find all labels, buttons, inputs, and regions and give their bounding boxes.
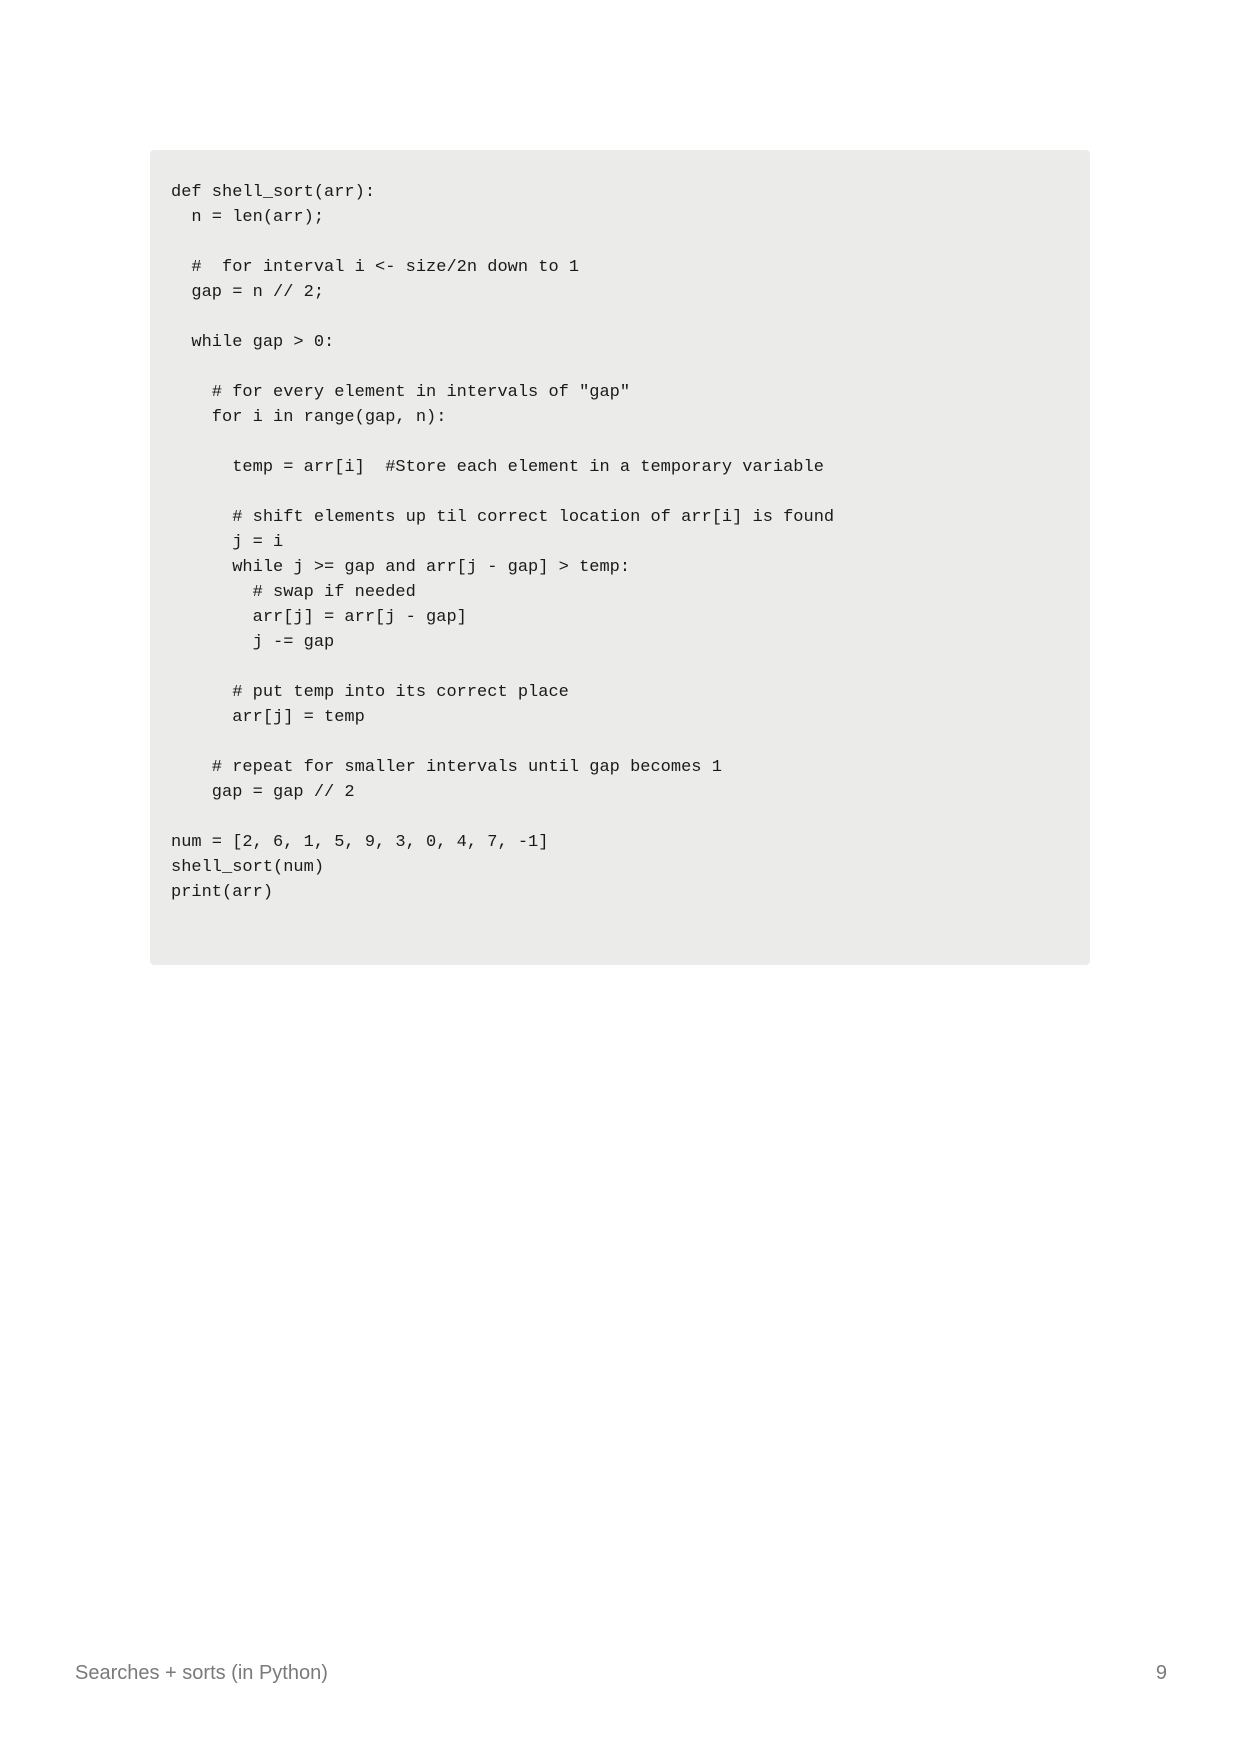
footer-title: Searches + sorts (in Python): [75, 1662, 328, 1684]
code-line: # shift elements up til correct location of arr[i] is found: [171, 508, 835, 527]
code-line: [171, 655, 1070, 680]
code-line: j -= gap: [171, 633, 335, 652]
code-line: [171, 355, 1070, 380]
code-line: [171, 430, 1070, 455]
code-line: num = [2, 6, 1, 5, 9, 3, 0, 4, 7, -1]: [171, 833, 549, 852]
code-line: # repeat for smaller intervals until gap becomes 1: [171, 758, 722, 777]
code-line: # for every element in intervals of "gap": [171, 383, 631, 402]
code-line: # swap if needed: [171, 583, 416, 602]
code-line: [171, 230, 1070, 255]
code-line: gap = gap // 2: [171, 783, 355, 802]
code-line: print(arr): [171, 883, 274, 902]
code-line: arr[j] = temp: [171, 708, 365, 727]
code-line: gap = n // 2;: [171, 283, 325, 302]
code-line: shell_sort(num): [171, 858, 325, 877]
code-line: for i in range(gap, n):: [171, 408, 447, 427]
code-line: while j >= gap and arr[j - gap] > temp:: [171, 558, 631, 577]
code-line: temp = arr[i] #Store each element in a temporary variable: [171, 458, 824, 477]
code-block: [150, 150, 1090, 965]
code-line: def shell_sort(arr):: [171, 183, 376, 202]
code-line: [171, 730, 1070, 755]
code-line: [171, 805, 1070, 830]
code-line: while gap > 0:: [171, 333, 335, 352]
code-line: # put temp into its correct place: [171, 683, 569, 702]
code-line: [171, 480, 1070, 505]
page-number: 9: [1155, 1662, 1167, 1684]
code-line: n = len(arr);: [171, 208, 325, 227]
code-line: [171, 305, 1070, 330]
code-line: j = i: [171, 533, 284, 552]
code-line: arr[j] = arr[j - gap]: [171, 608, 467, 627]
code-line: # for interval i <- size/2n down to 1: [171, 258, 580, 277]
